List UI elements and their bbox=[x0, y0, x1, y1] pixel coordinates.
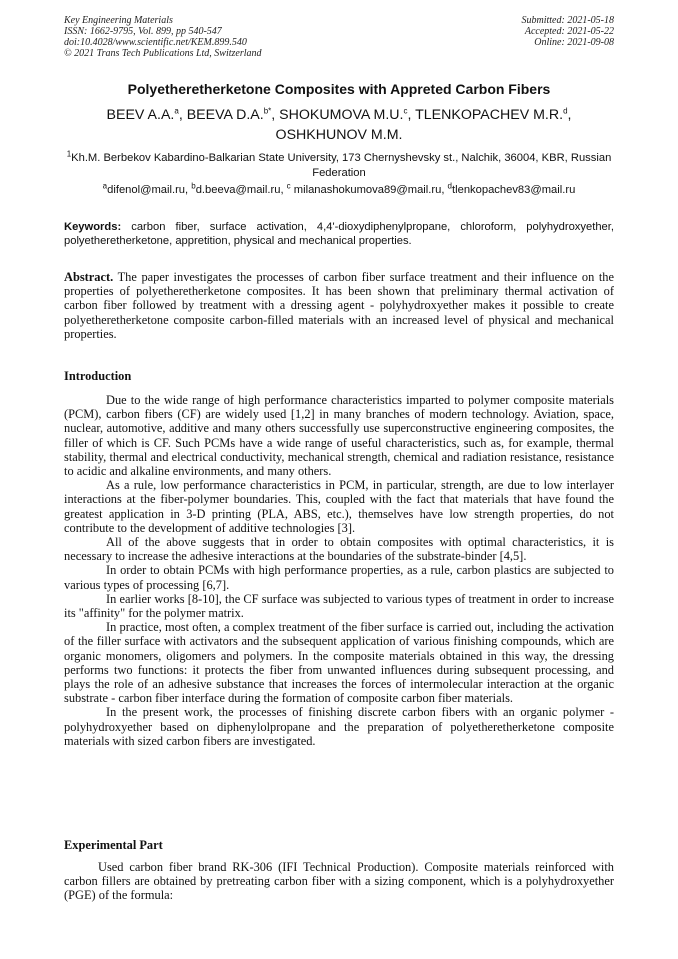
journal-doi: doi:10.4028/www.scientific.net/KEM.899.540 bbox=[64, 37, 247, 48]
author: BEEVA D.A.$^{b*}$, bbox=[186, 106, 280, 123]
author: TLENKOPACHEV M.R.$^d$, bbox=[415, 106, 572, 123]
paragraph: In practice, most often, a complex treatment of the fiber surface is carried out, including the activation of the filler surface with activators and the subsequent application of various finishing compounds, which are organic monomers, oligomers and polymers. In the composite materials obtained in this way, the dressing performs two functions: it protects the fiber from unwanted influences during subsequent processing, and plays the role of an adhesive substance that increases the forces of intermolecular interaction at the organic substrate - carbon fiber interface during the formation of composite carbon fiber materials. bbox=[64, 620, 614, 706]
paragraph: Used carbon fiber brand RK-306 (IFI Technical Production). Composite materials reinforced with carbon fillers are obtained by pretreating carbon fiber with a sizing component, which is a polyhydroxyether (PGE) of the formula: bbox=[64, 860, 614, 903]
journal-info bbox=[64, 15, 262, 59]
email: $^c$ milanashokumova89@mail.ru, bbox=[286, 181, 448, 196]
paragraph: In order to obtain PCMs with high performance properties, as a rule, carbon plastics are subjected to various types of processing [6,7]. bbox=[64, 563, 614, 592]
journal-copyright: © 2021 Trans Tech Publications Ltd, Switzerland bbox=[64, 48, 262, 59]
abstract bbox=[64, 270, 614, 341]
author: SHOKUMOVA M.U.$^c$, bbox=[279, 106, 416, 123]
paragraph: In earlier works [8-10], the CF surface was subjected to various types of treatment in order to increase its "affinity" for the polymer matrix. bbox=[64, 591, 614, 621]
affiliation: $^1$Kh.M. Berbekov Kabardino-Balkarian State University, 173 Chernyshevsky st., Nalchik, 36004, KBR, Russian Federation bbox=[66, 149, 612, 179]
keywords-text: carbon fiber, surface activation, 4,4'-dioxydiphenylpropane, chloroform, polyhydroxyether, polyetheretherketone, appretition, physical and mechanical properties. bbox=[64, 221, 614, 247]
author: BEEV A.A.$^a$, bbox=[106, 106, 187, 123]
email: $^b$d.beeva@mail.ru, bbox=[191, 181, 287, 196]
journal-name: Key Engineering Materials bbox=[64, 15, 173, 26]
email-list bbox=[64, 183, 614, 198]
email: $^d$tlenkopachev83@mail.ru bbox=[447, 181, 576, 196]
introduction-heading: Introduction bbox=[64, 369, 132, 383]
paragraph: All of the above suggests that in order to obtain composites with optimal characteristics, it is necessary to increase the adhesive interactions at the boundaries of the substrate-binder [4,5]. bbox=[64, 535, 614, 564]
abstract-label: Abstract. bbox=[64, 270, 114, 284]
author: OSHKHUNOV M.M. bbox=[275, 127, 403, 143]
paragraph: In the present work, the processes of finishing discrete carbon fibers with an organic polymer - polyhydroxyether based on diphenylolpropane and the preparation of polyetheretherketone composite materials with sized carbon fibers are investigated. bbox=[64, 705, 614, 748]
keywords-label: Keywords: bbox=[64, 221, 122, 233]
email: $^a$difenol@mail.ru, bbox=[102, 181, 192, 196]
abstract-text: The paper investigates the processes of carbon fiber surface treatment and their influence on the properties of polyetheretherketone composites. It has been shown that preliminary thermal activation of carbon fiber followed by treatment with a dressing agent - polyhydroxyether makes it possible to create polyetheretherketone composite carbon-filled materials with an increased level of physical and mechanical properties. bbox=[64, 270, 614, 341]
experimental-body bbox=[64, 860, 614, 903]
online-date: Online: 2021-09-08 bbox=[534, 37, 614, 48]
author-list bbox=[64, 105, 614, 145]
accepted-date: Accepted: 2021-05-22 bbox=[524, 26, 614, 37]
paragraph: As a rule, low performance characteristics in PCM, in particular, strength, are due to low interlayer interactions at the fiber-polymer boundaries. This, coupled with the fact that materials that have found the greatest application in 3-D printing (PLA, ABS, etc.), themselves have low strength properties, do not contribute to the development of additive technologies [3]. bbox=[64, 478, 614, 535]
experimental-heading: Experimental Part bbox=[64, 838, 163, 852]
paper-title: Polyetheretherketone Composites with Appreted Carbon Fibers bbox=[127, 81, 551, 97]
introduction-body bbox=[64, 393, 614, 748]
keywords bbox=[64, 220, 614, 248]
journal-issn: ISSN: 1662-9795, Vol. 899, pp 540-547 bbox=[64, 26, 222, 37]
submission-dates bbox=[522, 15, 615, 48]
submitted-date: Submitted: 2021-05-18 bbox=[521, 15, 614, 26]
paragraph: Due to the wide range of high performance characteristics imparted to polymer composite materials (PCM), carbon fibers (CF) are widely used [1,2] in many branches of modern technology. Aviation, space, nuclear, automotive, additive and many others successfully use superconstructive engineering composites, the filler of which is CF. Such PCMs have a wide range of useful characteristics, such as, for example, thermal stability, thermal and electrical conductivity, mechanical strength, chemical and radiation resistance, resistance to acidic and alkaline environments, and many others. bbox=[64, 393, 614, 479]
